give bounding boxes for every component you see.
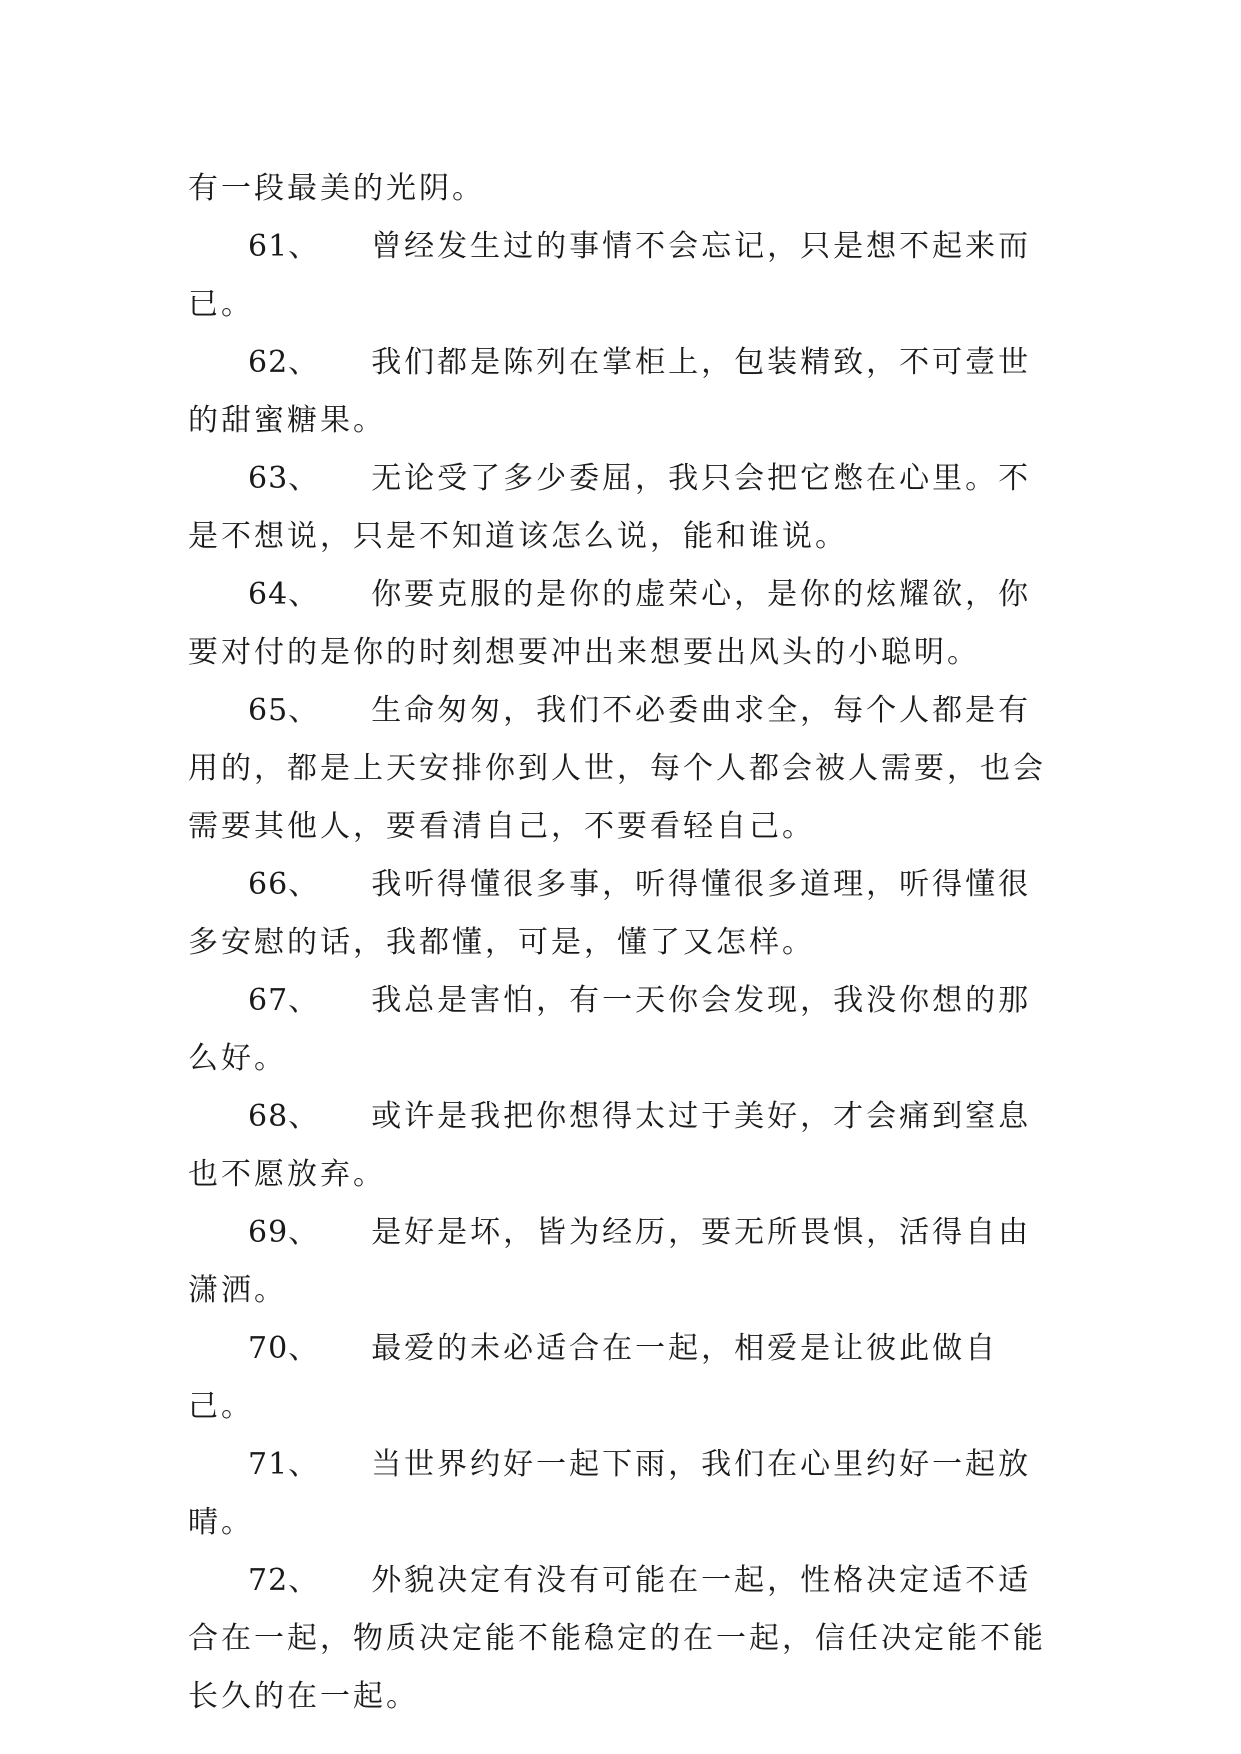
item-text: 生命匆匆，我们不必委曲求全，每个人都是有用的，都是上天安排你到人世，每个人都会被人需要，也会需要其他人，要看清自己，不要看轻自己。 bbox=[188, 693, 1046, 844]
item-number: 72、 bbox=[248, 1563, 320, 1598]
item-text: 我们都是陈列在掌柜上，包装精致，不可壹世的甜蜜糖果。 bbox=[188, 345, 1032, 438]
item-number: 67、 bbox=[248, 983, 320, 1018]
item-text: 外貌决定有没有可能在一起，性格决定适不适合在一起，物质决定能不能稳定的在一起，信任决定能不能长久的在一起。 bbox=[188, 1563, 1046, 1714]
item-number: 62、 bbox=[248, 345, 320, 380]
item-text: 我总是害怕，有一天你会发现，我没你想的那么好。 bbox=[188, 983, 1032, 1076]
item-text: 是好是坏，皆为经历，要无所畏惧，活得自由潇洒。 bbox=[188, 1215, 1032, 1308]
item-text: 我听得懂很多事，听得懂很多道理，听得懂很多安慰的话，我都懂，可是，懂了又怎样。 bbox=[188, 867, 1032, 960]
item-number: 70、 bbox=[248, 1331, 320, 1366]
item-number: 64、 bbox=[248, 577, 320, 612]
item-number: 71、 bbox=[248, 1447, 320, 1482]
list-item-71 bbox=[188, 1436, 1058, 1552]
document-body bbox=[188, 160, 1058, 1726]
list-item-65 bbox=[188, 682, 1058, 856]
item-text: 当世界约好一起下雨，我们在心里约好一起放晴。 bbox=[188, 1447, 1032, 1540]
list-item-62 bbox=[188, 334, 1058, 450]
list-item-61 bbox=[188, 218, 1058, 334]
item-number: 65、 bbox=[248, 693, 320, 728]
list-item-64 bbox=[188, 566, 1058, 682]
item-number: 69、 bbox=[248, 1215, 320, 1250]
item-number: 66、 bbox=[248, 867, 320, 902]
item-text: 无论受了多少委屈，我只会把它憋在心里。不是不想说，只是不知道该怎么说，能和谁说。 bbox=[188, 461, 1032, 554]
list-item-67 bbox=[188, 972, 1058, 1088]
item-text: 你要克服的是你的虚荣心，是你的炫耀欲，你要对付的是你的时刻想要冲出来想要出风头的小聪明。 bbox=[188, 577, 1032, 670]
item-text: 或许是我把你想得太过于美好，才会痛到窒息也不愿放弃。 bbox=[188, 1099, 1032, 1192]
item-number: 61、 bbox=[248, 229, 320, 264]
item-number: 63、 bbox=[248, 461, 320, 496]
list-item-72 bbox=[188, 1552, 1058, 1726]
list-item-68 bbox=[188, 1088, 1058, 1204]
list-item-66 bbox=[188, 856, 1058, 972]
item-text: 最爱的未必适合在一起，相爱是让彼此做自己。 bbox=[188, 1331, 999, 1424]
list-item-63 bbox=[188, 450, 1058, 566]
intro-paragraph: 有一段最美的光阴。 bbox=[188, 171, 485, 206]
list-item-70 bbox=[188, 1320, 1058, 1436]
item-number: 68、 bbox=[248, 1099, 320, 1134]
list-item-69 bbox=[188, 1204, 1058, 1320]
item-text: 曾经发生过的事情不会忘记，只是想不起来而已。 bbox=[188, 229, 1032, 322]
